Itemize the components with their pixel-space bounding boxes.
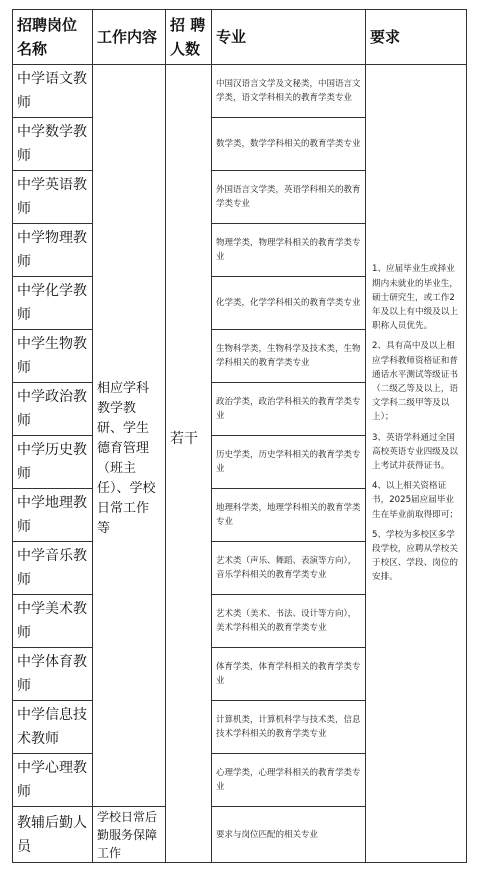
requirement-item: 3、英语学科通过全国高校英语专业四级及以上考试并获得证书。 bbox=[372, 432, 458, 471]
teacher-content-cell: 相应学科教学教研、学生德育管理（班主任）、学校日常工作等 bbox=[93, 65, 166, 807]
position-cell: 中学信息技术教师 bbox=[13, 701, 93, 754]
major-cell: 艺术类（声乐、舞蹈、表演等方向），音乐学科相关的教育学类专业 bbox=[212, 542, 366, 595]
header-content: 工作内容 bbox=[93, 10, 166, 65]
position-cell: 中学生物教师 bbox=[13, 330, 93, 383]
count-cell: 若干 bbox=[166, 65, 212, 863]
recruitment-table bbox=[12, 9, 467, 863]
major-cell: 地理科学类，地理学科相关的教育学类专业 bbox=[212, 489, 366, 542]
requirement-item: 5、学校为多校区多学段学校，应聘从学校关于校区、学段、岗位的安排。 bbox=[372, 529, 458, 583]
major-cell: 外国语言文学类，英语学科相关的教育学类专业 bbox=[212, 171, 366, 224]
header-row bbox=[13, 10, 467, 65]
header-count: 招 聘 人数 bbox=[166, 10, 212, 65]
major-cell: 心理学类，心理学科相关的教育学类专业 bbox=[212, 754, 366, 807]
major-cell: 物理学类，物理学科相关的教育学类专业 bbox=[212, 224, 366, 277]
position-cell: 中学化学教师 bbox=[13, 277, 93, 330]
table-row bbox=[13, 65, 467, 118]
position-cell: 中学心理教师 bbox=[13, 754, 93, 807]
position-cell: 中学体育教师 bbox=[13, 648, 93, 701]
major-cell: 历史学类，历史学科相关的教育学类专业 bbox=[212, 436, 366, 489]
major-cell: 艺术类（美术、书法、设计等方向），美术学科相关的教育学类专业 bbox=[212, 595, 366, 648]
requirement-item: 1、应届毕业生或择业期内未就业的毕业生，硕士研究生，或工作2年及以上有中级及以上职称人员优先。 bbox=[372, 264, 458, 332]
major-cell: 计算机类，计算机科学与技术类，信息技术学科相关的教育学类专业 bbox=[212, 701, 366, 754]
position-cell: 中学历史教师 bbox=[13, 436, 93, 489]
major-cell: 政治学类，政治学科相关的教育学类专业 bbox=[212, 383, 366, 436]
position-cell: 中学语文教师 bbox=[13, 65, 93, 118]
major-cell: 生物科学类，生物科学及技术类，生物学科相关的教育学类专业 bbox=[212, 330, 366, 383]
position-cell: 中学物理教师 bbox=[13, 224, 93, 277]
major-cell: 体育学类，体育学科相关的教育学类专业 bbox=[212, 648, 366, 701]
position-cell: 教辅后勤人员 bbox=[13, 807, 93, 863]
position-cell: 中学政治教师 bbox=[13, 383, 93, 436]
position-cell: 中学英语教师 bbox=[13, 171, 93, 224]
major-cell: 化学类，化学学科相关的教育学类专业 bbox=[212, 277, 366, 330]
position-cell: 中学美术教师 bbox=[13, 595, 93, 648]
position-cell: 中学音乐教师 bbox=[13, 542, 93, 595]
major-cell: 要求与岗位匹配的相关专业 bbox=[212, 807, 366, 863]
support-content-cell: 学校日常后勤服务保障工作 bbox=[93, 807, 166, 863]
requirement-item: 4、以上相关资格证书，2025届应届毕业生在毕业前取得即可； bbox=[372, 481, 458, 520]
header-major: 专业 bbox=[212, 10, 366, 65]
requirement-item: 2、具有高中及以上相应学科教师资格证和普通话水平测试等级证书（二级乙等及以上，语文学科二级甲等及以上）； bbox=[372, 341, 458, 423]
major-cell: 数学类，数学学科相关的教育学类专业 bbox=[212, 118, 366, 171]
requirement-cell bbox=[366, 65, 467, 863]
position-cell: 中学地理教师 bbox=[13, 489, 93, 542]
position-cell: 中学数学教师 bbox=[13, 118, 93, 171]
major-cell: 中国汉语言文学及文秘类，中国语言文学类，语文学科相关的教育学类专业 bbox=[212, 65, 366, 118]
header-requirement: 要求 bbox=[366, 10, 467, 65]
header-position: 招聘岗位名称 bbox=[13, 10, 93, 65]
